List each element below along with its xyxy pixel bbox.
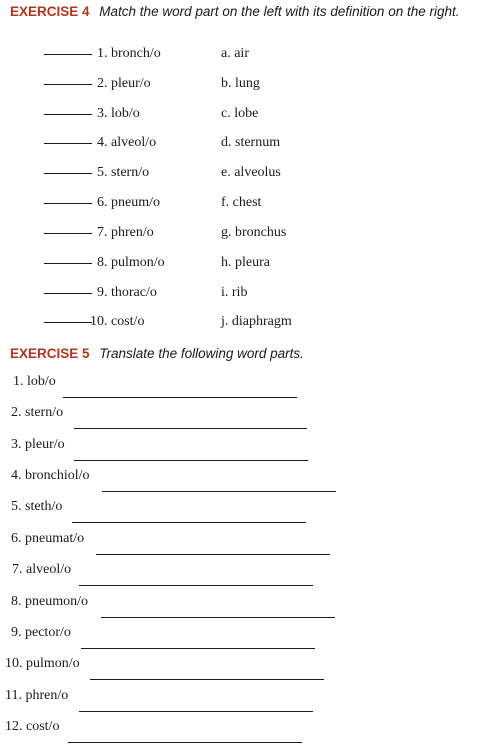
translation-item [0,405,482,437]
answer-blank[interactable] [44,173,92,174]
translation-item [0,625,482,657]
answer-line[interactable] [102,491,336,492]
matching-row [0,163,482,183]
word-part: 5. stern/o [97,165,150,180]
answer-blank[interactable] [44,293,92,294]
definition: c. lobe [221,106,259,121]
answer-blank[interactable] [44,203,92,204]
word-part: 8. pulmon/o [97,255,165,270]
answer-line[interactable] [90,679,324,680]
exercise-5-header [10,346,304,361]
answer-blank[interactable] [44,143,92,144]
answer-line[interactable] [101,617,335,618]
answer-line[interactable] [74,428,307,429]
matching-row [0,193,482,213]
word-part: 7. phren/o [97,225,154,240]
word-part: 9. thorac/o [97,285,157,300]
answer-blank[interactable] [44,322,92,323]
exercise-4-header [10,4,460,19]
word-part: 10. pulmon/o [5,656,80,671]
word-part: 6. pneumat/o [11,531,85,546]
translation-item [0,468,482,500]
answer-blank[interactable] [44,84,92,85]
word-part: 11. phren/o [5,688,69,703]
answer-line[interactable] [72,522,306,523]
matching-row [0,312,482,332]
word-part: 5. steth/o [11,499,63,514]
word-part: 3. pleur/o [11,437,65,452]
translation-item [0,594,482,626]
translation-item [0,688,482,720]
word-part: 2. pleur/o [97,76,151,91]
word-part: 1. lob/o [13,374,56,389]
answer-line[interactable] [96,554,330,555]
word-part: 4. alveol/o [97,135,157,150]
definition: f. chest [221,195,262,210]
translation-item [0,499,482,531]
matching-row [0,223,482,243]
definition: b. lung [221,76,260,91]
answer-line[interactable] [79,585,313,586]
definition: i. rib [221,285,248,300]
answer-blank[interactable] [44,54,92,55]
answer-line[interactable] [74,460,308,461]
exercise-4-label: EXERCISE 4 [10,4,90,19]
matching-row [0,253,482,273]
translation-item [0,719,482,751]
matching-row [0,74,482,94]
word-part: 4. bronchiol/o [11,468,90,483]
matching-row [0,104,482,124]
word-part: 1. bronch/o [97,46,161,61]
word-part: 8. pneumon/o [11,594,88,609]
translation-item [0,374,482,406]
definition: d. sternum [221,135,281,150]
answer-blank[interactable] [44,233,92,234]
answer-line[interactable] [63,397,297,398]
answer-blank[interactable] [44,114,92,115]
definition: e. alveolus [221,165,281,180]
exercise-5-instruction: Translate the following word parts. [99,346,304,361]
word-part: 3. lob/o [97,106,140,121]
word-part: 10. cost/o [90,314,145,329]
definition: j. diaphragm [221,314,292,329]
answer-blank[interactable] [44,263,92,264]
exercise-5-label: EXERCISE 5 [10,346,90,361]
word-part: 12. cost/o [5,719,60,734]
matching-row [0,283,482,303]
definition: a. air [221,46,249,61]
translation-item [0,437,482,469]
exercise-4-instruction: Match the word part on the left with its definition on the right. [99,4,460,19]
word-part: 2. stern/o [11,405,64,420]
translation-item [0,531,482,563]
matching-row [0,133,482,153]
definition: h. pleura [221,255,270,270]
answer-line[interactable] [81,648,315,649]
word-part: 7. alveol/o [12,562,72,577]
word-part: 9. pector/o [11,625,71,640]
answer-line[interactable] [79,711,313,712]
word-part: 6. pneum/o [97,195,160,210]
translation-item [0,562,482,594]
matching-row [0,44,482,64]
translation-item [0,656,482,688]
answer-line[interactable] [68,742,302,743]
definition: g. bronchus [221,225,287,240]
